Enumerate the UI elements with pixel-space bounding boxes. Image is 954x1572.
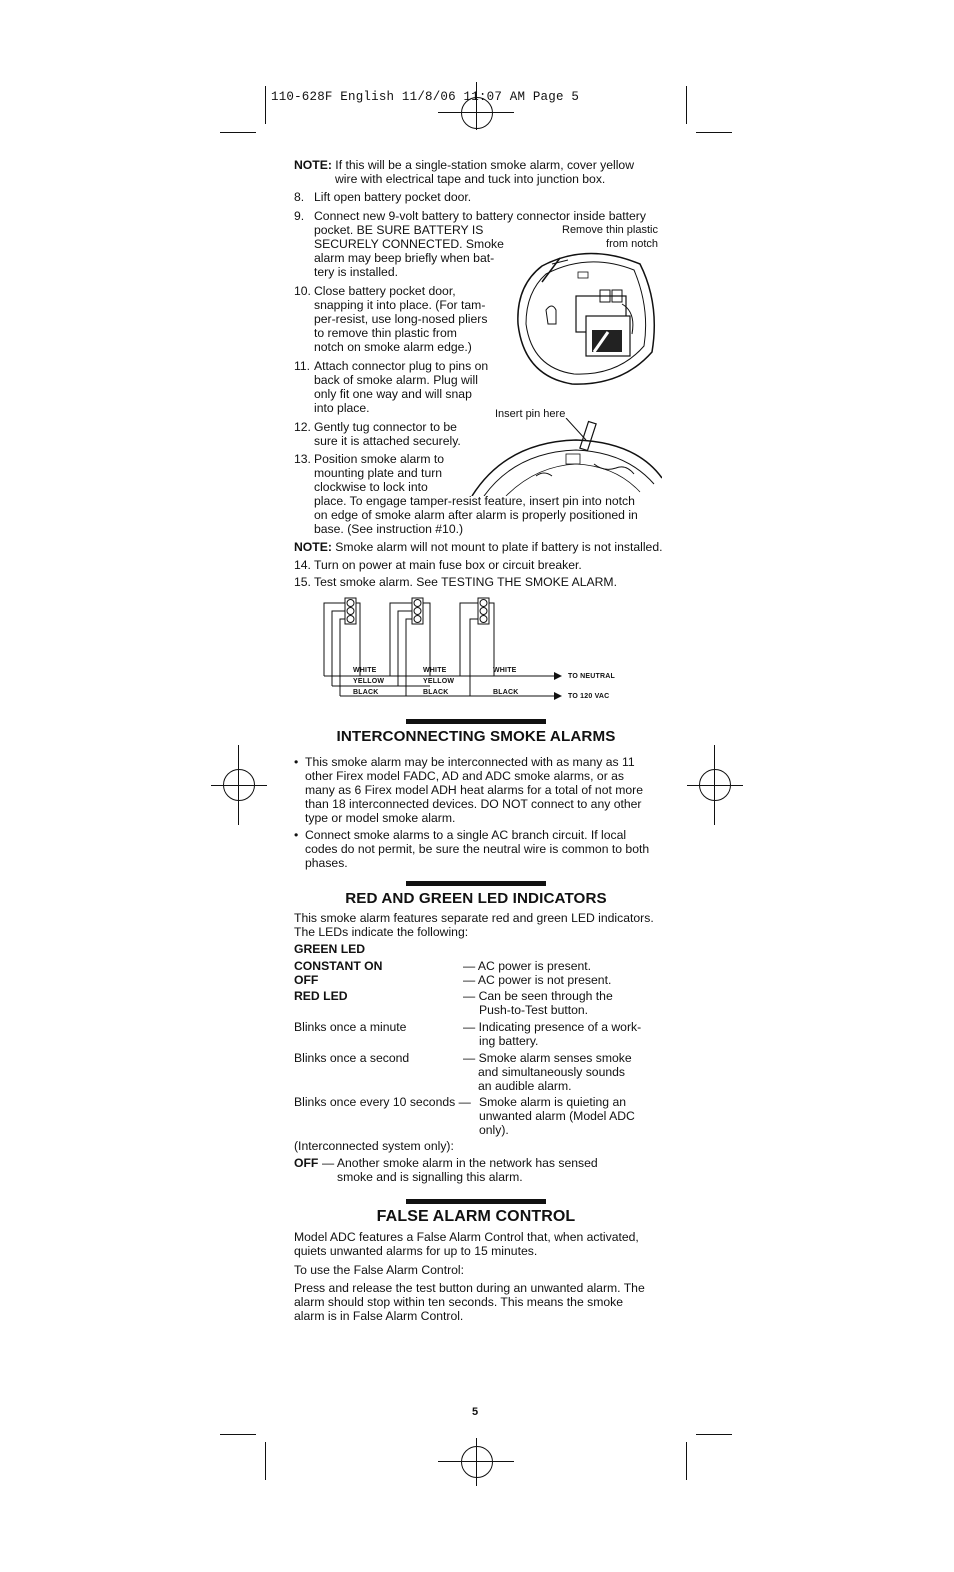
crop-mark-bottom-left-h [220, 1434, 256, 1435]
interconnect-bullet-1 [305, 755, 643, 825]
step-number: 15. [294, 575, 311, 589]
desc-line: ing battery. [479, 1034, 539, 1048]
pin-figure-caption: Insert pin here [495, 408, 566, 420]
wire-label-white: WHITE [423, 667, 447, 674]
step-number: 13. [294, 452, 311, 466]
step-text: Close battery pocket door, [314, 284, 456, 298]
step-12-lines [314, 420, 461, 448]
desc-line: — Indicating presence of a work- [463, 1020, 642, 1034]
intro-text: The LEDs indicate the following: [294, 925, 469, 939]
section-divider [406, 1199, 546, 1204]
wire-label-white: WHITE [493, 667, 517, 674]
constant-on-label: CONSTANT ON [294, 959, 383, 973]
green-led-label: GREEN LED [294, 942, 366, 956]
desc-line: — Can be seen through the [463, 989, 613, 1003]
note-battery-required [294, 540, 663, 554]
wire-label-yellow: YELLOW [423, 678, 455, 685]
step-text: base. (See instruction #10.) [314, 522, 464, 536]
false-alarm-p3 [294, 1281, 645, 1323]
off-interconnect-label: OFF [294, 1156, 319, 1170]
step-text: clockwise to lock into [314, 480, 428, 494]
section-heading: FALSE ALARM CONTROL [376, 1208, 576, 1225]
bullet-text: phases. [305, 856, 348, 870]
note-label: NOTE: [294, 158, 332, 172]
blink-second-desc [463, 1051, 632, 1093]
interconnected-note: (Interconnected system only): [294, 1139, 454, 1153]
step-text: Position smoke alarm to [314, 452, 445, 466]
step-text: mounting plate and turn [314, 466, 443, 480]
crop-mark-top-right-h [696, 132, 732, 133]
blink-10-desc [479, 1095, 635, 1137]
to-neutral-label: TO NEUTRAL [568, 673, 615, 680]
note-text: Smoke alarm will not mount to plate if battery is not installed. [331, 540, 663, 554]
step-text: Turn on power at main fuse box or circuit breaker. [314, 558, 582, 572]
step-text: into place. [314, 401, 370, 415]
caption-line: from notch [606, 238, 658, 250]
step-text: sure it is attached securely. [314, 434, 461, 448]
wire-label-black: BLACK [493, 689, 519, 696]
led-intro [294, 911, 654, 939]
step-text: SECURELY CONNECTED. Smoke [314, 237, 504, 251]
step-text: tery is installed. [314, 265, 398, 279]
desc-line: Push-to-Test button. [479, 1003, 589, 1017]
step-9-lines [314, 223, 504, 279]
desc-line: only). [479, 1123, 509, 1137]
step-text: only fit one way and will snap [314, 387, 472, 401]
crop-mark-bottom-right-v [686, 1442, 687, 1480]
desc-line: an audible alarm. [478, 1079, 572, 1093]
wire-label-black: BLACK [423, 689, 449, 696]
tamper-pin-illustration [466, 418, 662, 496]
section-divider [406, 881, 546, 886]
note-text: If this will be a single-station smoke alarm, cover yellow [331, 158, 635, 172]
desc-line: smoke and is signalling this alarm. [337, 1170, 523, 1184]
crop-mark-bottom-left-v [265, 1442, 266, 1480]
blink-10-label: Blinks once every 10 seconds — [294, 1095, 471, 1109]
bullet-icon: • [294, 755, 299, 769]
step-text: place. To engage tamper-resist feature, insert pin into notch [314, 494, 635, 508]
off-interconnect-desc [322, 1156, 598, 1184]
off-label: OFF [294, 973, 319, 987]
to-120vac-label: TO 120 VAC [568, 693, 610, 700]
bullet-text: Connect smoke alarms to a single AC branch circuit. If local [305, 828, 627, 842]
step-10-lines [314, 284, 487, 354]
para-line: quiets unwanted alarms for up to 15 minutes. [294, 1244, 538, 1258]
step-number: 9. [294, 209, 305, 223]
step-text: Lift open battery pocket door. [314, 190, 472, 204]
bullet-text: other Firex model FADC, AD and ADC smoke alarms, or as [305, 769, 625, 783]
print-slug: 110-628F English 11/8/06 11:07 AM Page 5 [271, 90, 580, 104]
desc-line: unwanted alarm (Model ADC [479, 1109, 635, 1123]
step-text: Attach connector plug to pins on [314, 359, 489, 373]
step-text: Gently tug connector to be [314, 420, 457, 434]
step-number: 10. [294, 284, 311, 298]
page-number: 5 [472, 1406, 479, 1418]
bullet-text: type or model smoke alarm. [305, 811, 456, 825]
desc-line: — Another smoke alarm in the network has sensed [322, 1156, 598, 1170]
step-number: 14. [294, 558, 311, 572]
desc-line: — Smoke alarm senses smoke [463, 1051, 632, 1065]
blink-minute-label: Blinks once a minute [294, 1020, 407, 1034]
para-line: Press and release the test button during an unwanted alarm. The [294, 1281, 645, 1295]
false-alarm-p2: To use the False Alarm Control: [294, 1263, 465, 1277]
blink-second-label: Blinks once a second [294, 1051, 410, 1065]
intro-text: This smoke alarm features separate red and green LED indicators. [294, 911, 654, 925]
para-line: alarm should stop within ten seconds. This means the smoke [294, 1295, 624, 1309]
step-text: on edge of smoke alarm after alarm is properly positioned in [314, 508, 638, 522]
crop-mark-top-right-v [686, 86, 687, 124]
wire-label-black: BLACK [353, 689, 379, 696]
step-text: per-resist, use long-nosed pliers [314, 312, 488, 326]
section-heading: INTERCONNECTING SMOKE ALARMS [336, 728, 616, 745]
crop-mark-top-left-v [265, 86, 266, 124]
bullet-text: many as 6 Firex model ADH heat alarms for a total of not more [305, 783, 644, 797]
step-number: 8. [294, 190, 305, 204]
note-single-station [294, 158, 660, 186]
para-line: Model ADC features a False Alarm Control that, when activated, [294, 1230, 639, 1244]
bullet-icon: • [294, 828, 299, 842]
step-text: snapping it into place. (For tam- [314, 298, 486, 312]
constant-on-desc: — AC power is present. [463, 959, 592, 973]
note-label: NOTE: [294, 540, 332, 554]
step-text: back of smoke alarm. Plug will [314, 373, 478, 387]
caption-line: Remove thin plastic [562, 224, 658, 236]
section-heading: RED AND GREEN LED INDICATORS [345, 890, 607, 907]
battery-pocket-illustration [512, 244, 662, 390]
step-text: to remove thin plastic from [314, 326, 457, 340]
wire-label-white: WHITE [353, 667, 377, 674]
crop-mark-bottom-right-h [696, 1434, 732, 1435]
step-text: Test smoke alarm. See TESTING THE SMOKE ALARM. [314, 575, 617, 589]
step-text: Connect new 9-volt battery to battery connector inside battery [314, 209, 646, 223]
step-number: 11. [294, 359, 311, 373]
bullet-text: codes do not permit, be sure the neutral wire is common to both [305, 842, 650, 856]
red-led-label: RED LED [294, 989, 348, 1003]
desc-line: Smoke alarm is quieting an [479, 1095, 626, 1109]
false-alarm-p1 [294, 1230, 639, 1258]
note-text-2: wire with electrical tape and tuck into junction box. [335, 172, 606, 186]
para-line: alarm is in False Alarm Control. [294, 1309, 464, 1323]
blink-minute-desc [463, 1020, 641, 1048]
step-text: notch on smoke alarm edge.) [314, 340, 472, 354]
interconnect-bullet-2 [305, 828, 649, 870]
bullet-text: This smoke alarm may be interconnected with as many as 11 [305, 755, 635, 769]
section-divider [406, 719, 546, 724]
step-text: alarm may beep briefly when bat- [314, 251, 495, 265]
bullet-text: than 18 interconnected devices. DO NOT connect to any other [305, 797, 642, 811]
step-text: pocket. BE SURE BATTERY IS [314, 223, 484, 237]
step-number: 12. [294, 420, 311, 434]
wire-label-yellow: YELLOW [353, 678, 385, 685]
crop-mark-top-left-h [220, 132, 256, 133]
off-desc: — AC power is not present. [463, 973, 612, 987]
desc-line: and simultaneously sounds [478, 1065, 626, 1079]
step-11-lines [314, 359, 488, 415]
red-led-desc [463, 989, 613, 1017]
